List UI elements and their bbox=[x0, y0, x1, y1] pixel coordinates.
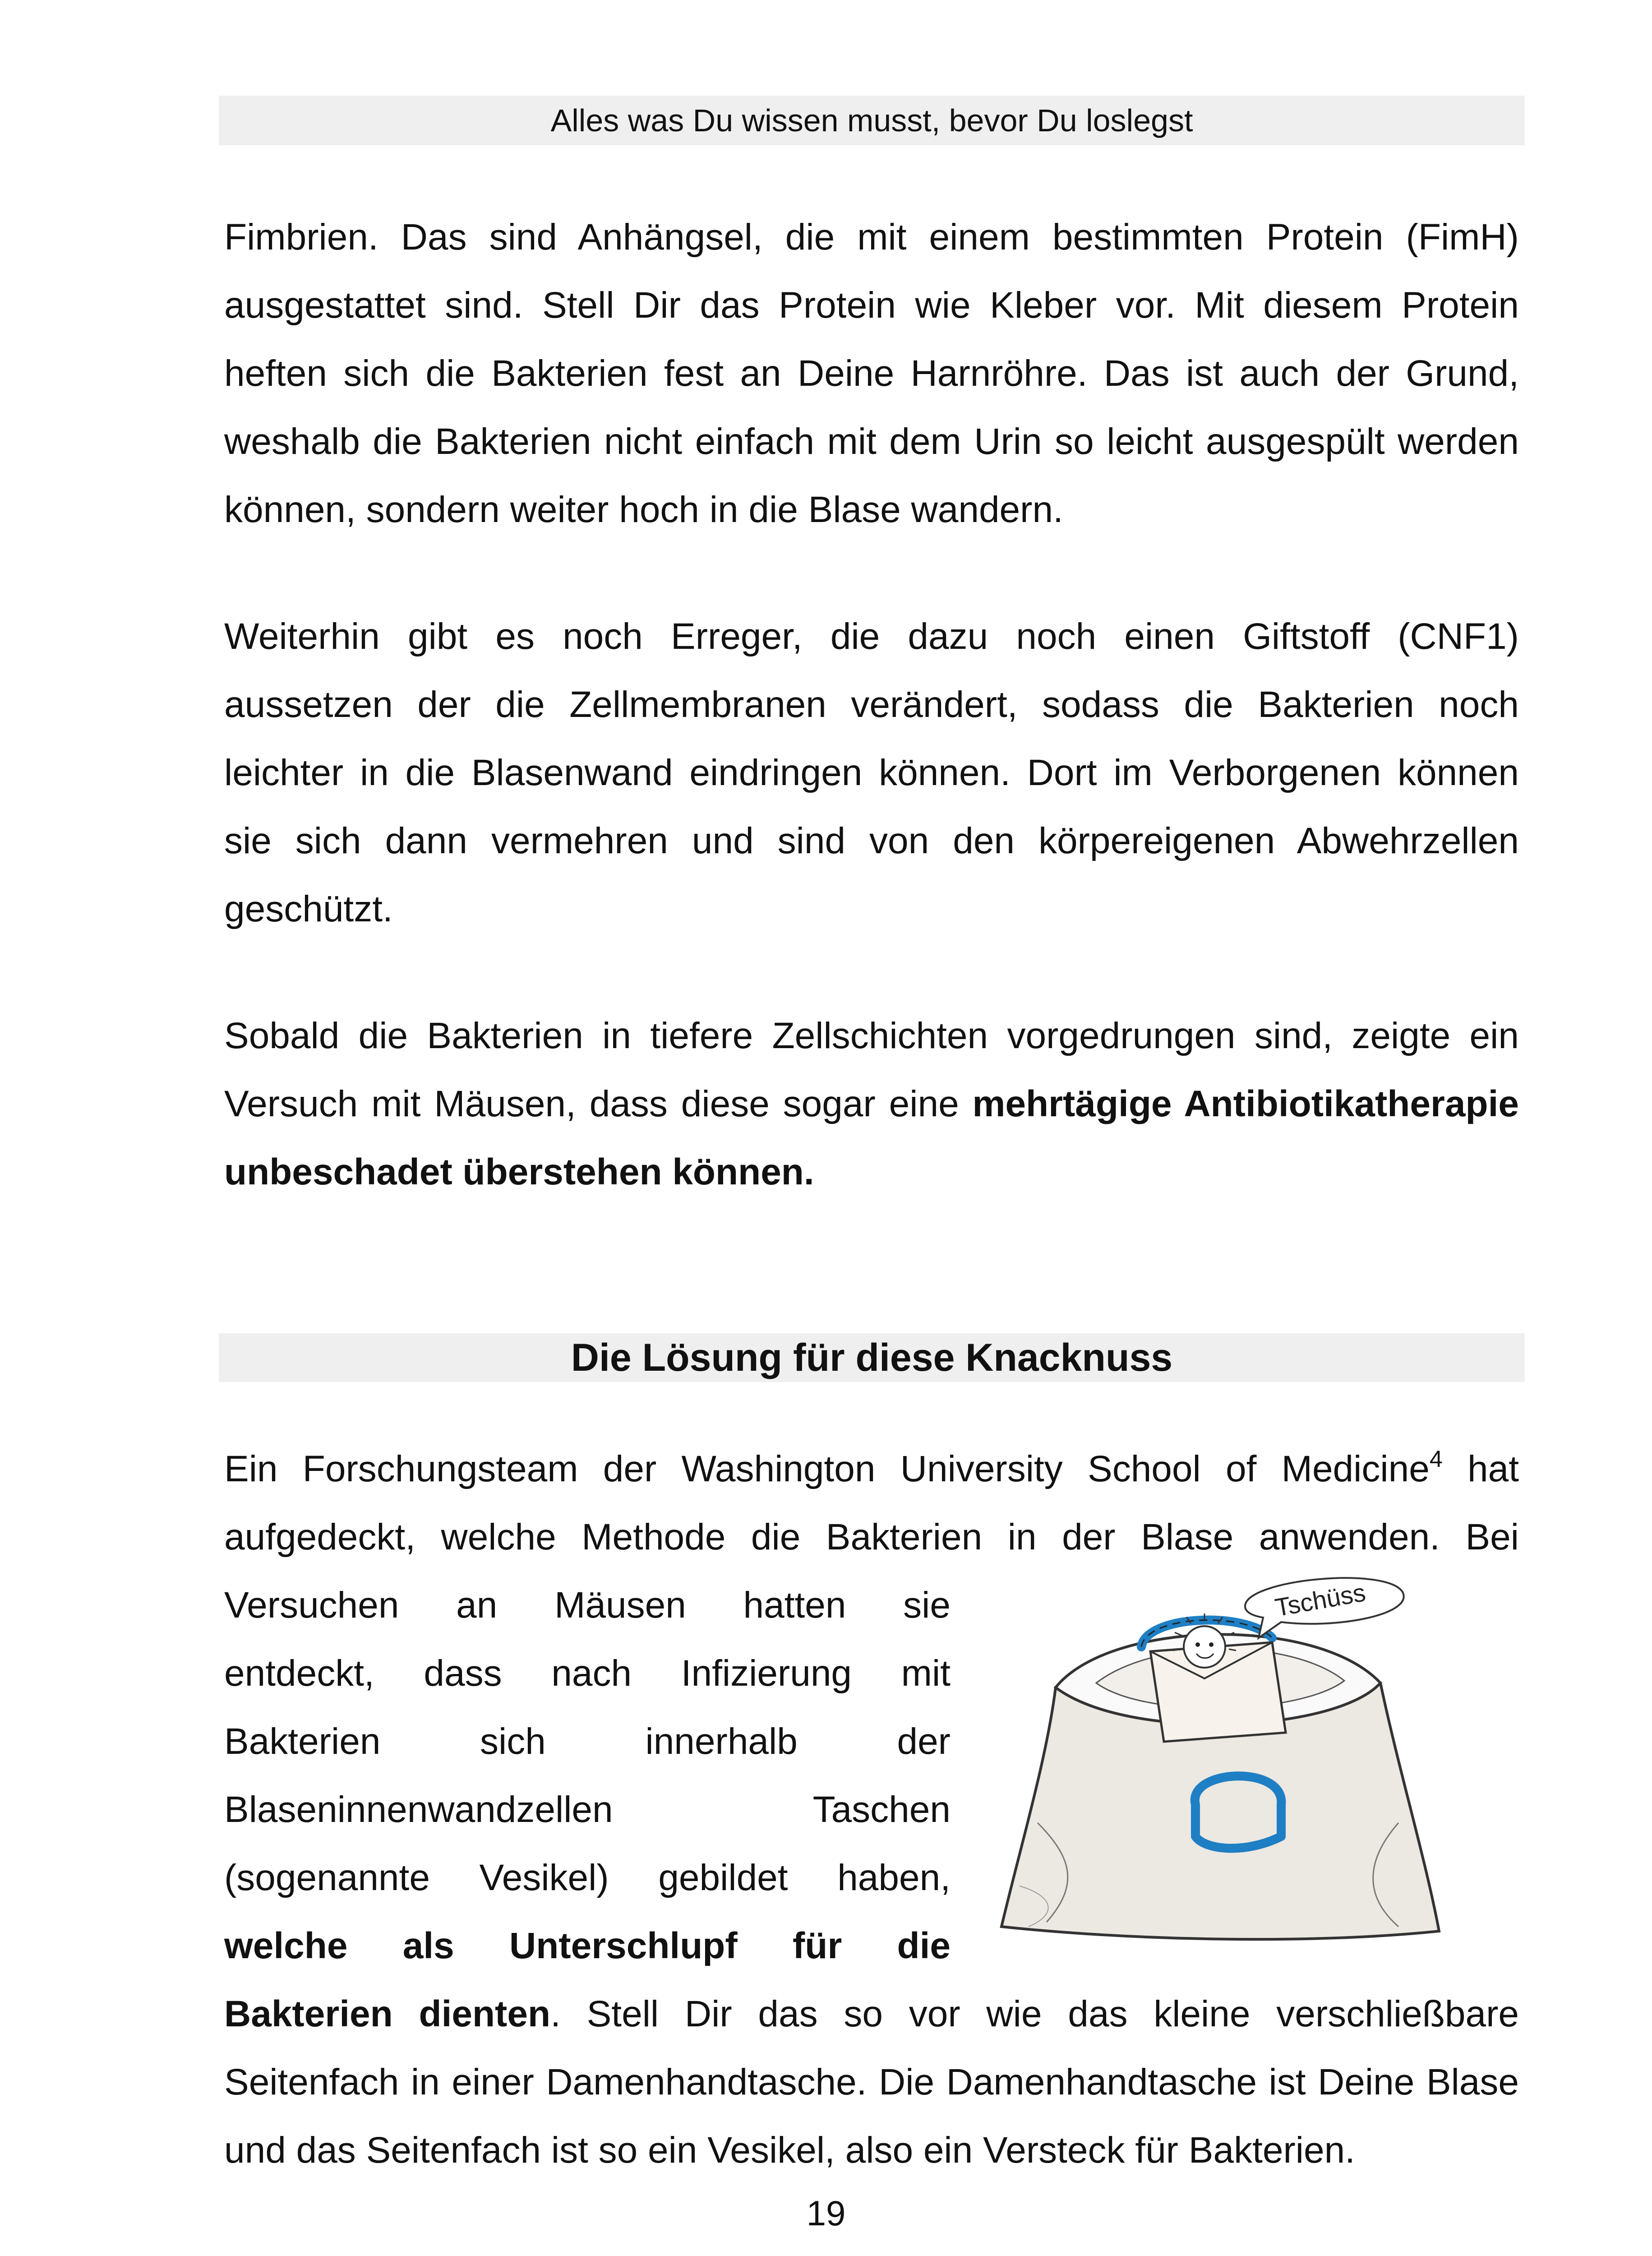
bold-bakterien-dienten: Bakterien dienten bbox=[224, 1993, 551, 2034]
paragraph-forschung-intro bbox=[224, 1435, 1519, 1571]
paragraph-forschung-rest bbox=[224, 1980, 1519, 2184]
running-header: Alles was Du wissen musst, bevor Du loslegst bbox=[550, 103, 1193, 138]
narrow-line-bold: welche als Unterschlupf für die bbox=[224, 1925, 951, 1966]
narrow-line: Bakterien sich innerhalb der bbox=[224, 1721, 951, 1762]
narrow-line: Versuchen an Mäusen hatten sie bbox=[224, 1585, 951, 1626]
narrow-line: Blaseninnenwandzellen Taschen bbox=[224, 1789, 951, 1830]
paragraph-versuch-text: Sobald die Bakterien in tiefere Zellschichten vorgedrungen sind, zeigte ein Versuch mit Mäusen, dass diese sogar eine bbox=[224, 1015, 1519, 1124]
paragraph-versuch bbox=[224, 1002, 1519, 1206]
handbag-with-bacterium-icon bbox=[992, 1570, 1444, 1958]
paragraph-forschung-narrow bbox=[224, 1571, 951, 1980]
narrow-line: (sogenannte Vesikel) gebildet haben, bbox=[224, 1857, 951, 1898]
paragraph-fimbrien: Fimbrien. Das sind Anhängsel, die mit einem bestimmten Protein (FimH) ausgestattet sind. Stell Dir das Protein wie Kleber vor. Mit diesem Protein heften sich die Bakterien fest an Deine Harnröhre. Das ist auch der Grund, weshalb die Bakterien nicht einfach mit dem Urin so leicht ausgespült werden können, sondern weiter hoch in die Blase wandern. bbox=[224, 217, 1519, 530]
page-number: 19 bbox=[806, 2193, 846, 2233]
section-heading: Die Lösung für diese Knacknuss bbox=[571, 1336, 1173, 1379]
paragraph-versuch-bold: mehrtägige Antibiotikatherapie unbeschadet überstehen können. bbox=[224, 1083, 1519, 1193]
speech-text: Tschüss bbox=[1273, 1578, 1368, 1622]
intro-text: Ein Forschungsteam der Washington University School of Medicine bbox=[224, 1448, 1430, 1489]
intro-lines bbox=[224, 1435, 1519, 1571]
intro-rest: hat aufgedeckt, welche Methode die Bakterien in der Blase anwenden. Bei bbox=[224, 1448, 1519, 1558]
paragraph-giftstoff: Weiterhin gibt es noch Erreger, die dazu noch einen Giftstoff (CNF1) aussetzen der die Zellmembranen verändert, sodass die Bakterien noch leichter in die Blasenwand eindringen können. Dort im Verborgenen können sie sich dann vermehren und sind von den körpereigenen Abwehrzellen geschützt. bbox=[224, 616, 1519, 929]
rest-text: . Stell Dir das so vor wie das kleine verschließbare Seitenfach in einer Damenhandtasche. Die Damenhandtasche ist Deine Blase und das Seitenfach ist so ein Vesikel, also ein Versteck für Bakterien. bbox=[224, 1993, 1519, 2171]
narrow-line: entdeckt, dass nach Infizierung mit bbox=[224, 1653, 951, 1694]
footnote-marker: 4 bbox=[1429, 1446, 1443, 1472]
